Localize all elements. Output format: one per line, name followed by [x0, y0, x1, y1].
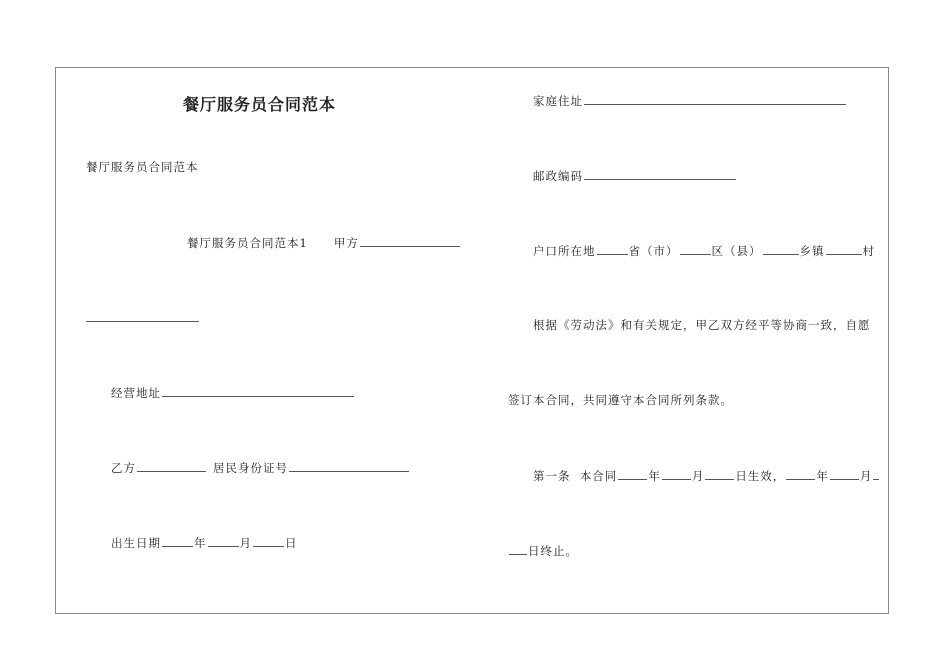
postal-code-blank[interactable]: [584, 168, 736, 180]
end-day-blank[interactable]: [509, 543, 527, 555]
clause-line-2: 签订本合同，共同遵守本合同所列条款。: [508, 393, 733, 407]
end-year-label: 年: [816, 469, 829, 483]
id-number-label: 居民身份证号: [213, 461, 288, 475]
year-label: 年: [194, 536, 207, 550]
clause-line-1: 根据《劳动法》和有关规定，甲乙双方经平等协商一致，自愿: [533, 318, 871, 332]
start-year-blank[interactable]: [618, 468, 647, 480]
province-blank[interactable]: [597, 243, 628, 255]
party-b-label: 乙方: [111, 461, 136, 475]
day-label: 日: [285, 536, 298, 550]
household-registration-row: [533, 243, 875, 258]
postal-code-row: [533, 168, 737, 183]
article-1-prefix: 第一条 本合同: [533, 469, 618, 483]
business-address-blank[interactable]: [162, 385, 354, 397]
postal-code-label: 邮政编码: [533, 169, 583, 183]
party-a-label: 甲方: [333, 236, 359, 250]
home-address-blank[interactable]: [584, 93, 846, 105]
start-day-blank[interactable]: [705, 468, 734, 480]
household-reg-label: 户口所在地: [533, 244, 596, 258]
month-label: 月: [239, 536, 252, 550]
effective-label: 日生效，: [735, 469, 786, 483]
party-a-blank[interactable]: [360, 235, 460, 247]
start-month-label: 月: [691, 469, 705, 483]
contract-heading-line: [187, 235, 461, 250]
district-blank[interactable]: [680, 243, 711, 255]
heading-text: 餐厅服务员合同范本1: [187, 236, 308, 250]
district-label: 区（县）: [711, 244, 762, 258]
party-b-blank[interactable]: [137, 460, 206, 472]
end-month-blank[interactable]: [830, 468, 859, 480]
article-1-row: [533, 468, 880, 483]
end-label: 日终止。: [528, 544, 578, 558]
end-year-blank[interactable]: [786, 468, 815, 480]
birth-month-blank[interactable]: [208, 535, 239, 547]
article-1-end-row: [508, 543, 578, 558]
party-a-continued-blank[interactable]: [86, 321, 199, 322]
village-blank[interactable]: [826, 243, 862, 255]
document-page: [55, 67, 889, 614]
id-number-blank[interactable]: [289, 460, 409, 472]
birth-date-label: 出生日期: [111, 536, 161, 550]
business-address-row: [111, 385, 355, 400]
birth-date-row: [111, 535, 298, 550]
township-blank[interactable]: [763, 243, 799, 255]
document-subtitle: 餐厅服务员合同范本: [86, 160, 199, 174]
birth-year-blank[interactable]: [162, 535, 193, 547]
start-month-blank[interactable]: [662, 468, 691, 480]
document-title: 餐厅服务员合同范本: [183, 95, 337, 114]
province-label: 省（市）: [628, 244, 679, 258]
start-year-label: 年: [648, 469, 661, 483]
end-day-blank-start[interactable]: [873, 468, 879, 480]
end-month-label: 月: [859, 469, 873, 483]
home-address-row: [533, 93, 847, 108]
birth-day-blank[interactable]: [253, 535, 284, 547]
party-b-row: [111, 460, 410, 475]
business-address-label: 经营地址: [111, 386, 161, 400]
home-address-label: 家庭住址: [533, 94, 583, 108]
village-label: 村: [862, 244, 875, 258]
township-label: 乡镇: [799, 244, 825, 258]
